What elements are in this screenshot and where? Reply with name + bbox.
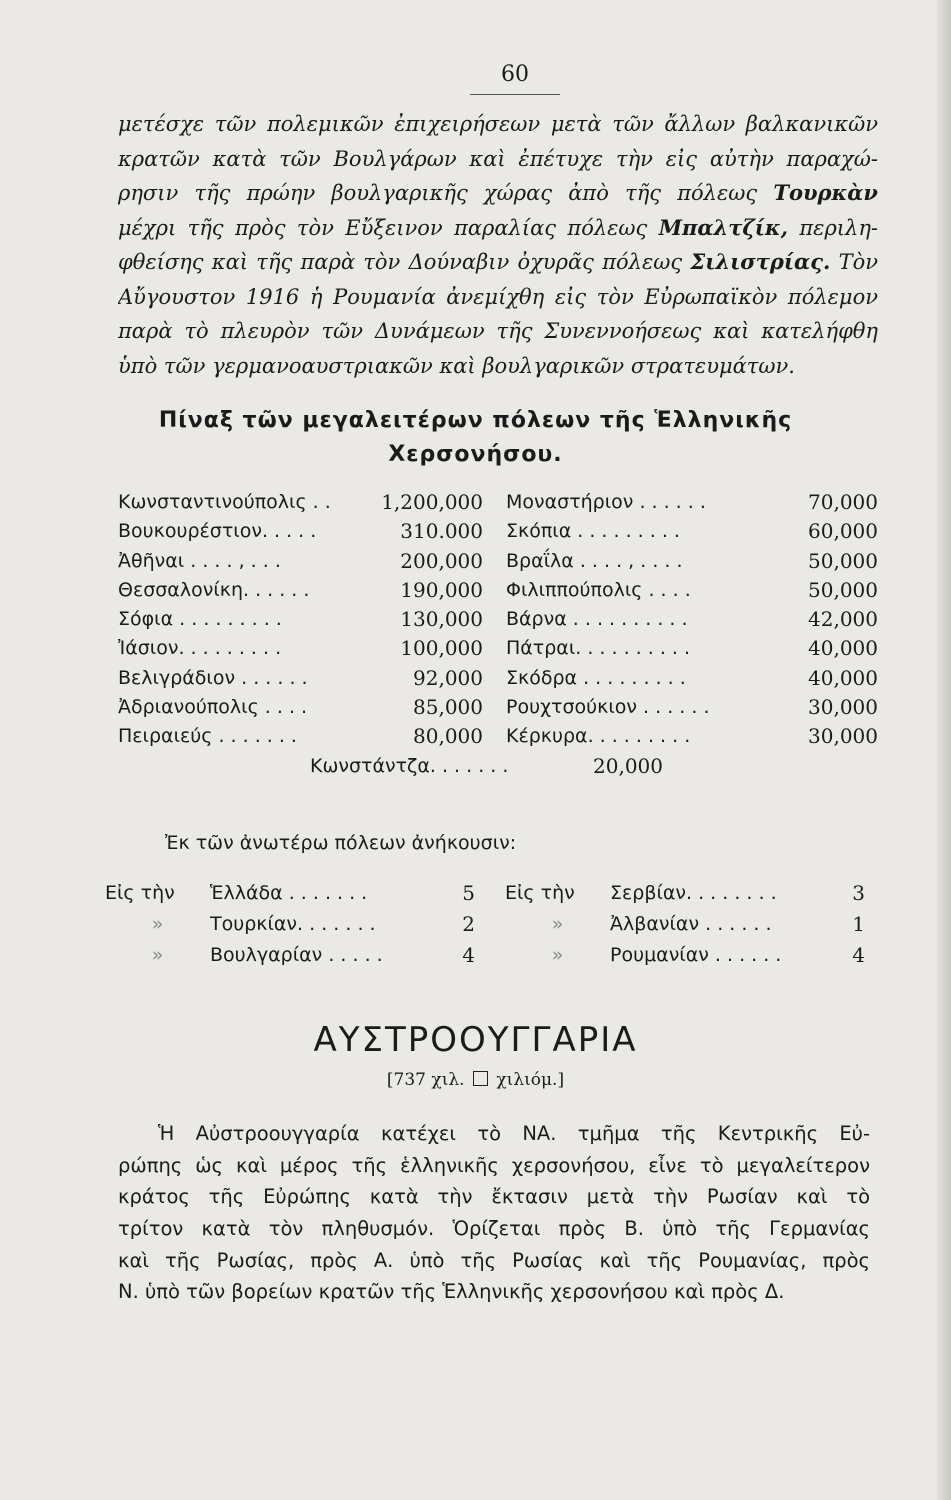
city-population: 80,000	[413, 724, 483, 749]
city-name-bold: Μπαλτζίκ,	[658, 214, 788, 240]
city-population: 50,000	[808, 548, 878, 573]
page-number: 60	[501, 62, 529, 87]
table-row	[118, 517, 878, 546]
city-name: Σκόδρα . . . . . . . . .	[506, 666, 686, 689]
page-edge-shadow	[937, 0, 951, 1500]
city-name: Φιλιππούπολις . . . .	[506, 578, 691, 601]
square-icon	[473, 1071, 488, 1086]
city-population: 30,000	[808, 724, 878, 749]
city-name: Βάρνα . . . . . . . . . .	[506, 608, 688, 631]
city-name: Σόφια . . . . . . . . .	[118, 608, 282, 631]
city-name-bold: Σιλιστρίας.	[690, 249, 831, 274]
city-name: Πειραιεύς . . . . . . .	[118, 725, 297, 748]
country-count-table	[105, 878, 865, 971]
prefix-label: Εἰς τὴν	[105, 882, 175, 904]
city-population: 1,200,000	[381, 490, 483, 514]
ditto-mark: »	[151, 944, 164, 966]
intro-line: Αὔγουστον 1916 ἡ Ρουμανία ἀνεμίχθη εἰς τὸν Εὐρωπαϊκὸν πόλεμον	[118, 284, 878, 309]
ditto-mark: »	[551, 944, 564, 966]
table-row	[118, 576, 878, 605]
body-line: τρίτον κατὰ τὸν πληθυσμόν. Ὁρίζεται πρὸς Β. ὑπὸ τῆς Γερμανίας	[118, 1217, 870, 1241]
city-name: Κέρκυρα. . . . . . . . .	[506, 725, 691, 748]
city-population: 50,000	[808, 577, 878, 602]
city-population: 30,000	[808, 695, 878, 720]
city-name: Ρουχτσούκιον . . . . . .	[506, 696, 710, 719]
city-population: 70,000	[808, 490, 878, 514]
city-name: Θεσσαλονίκη. . . . . .	[118, 578, 310, 601]
table-title-line-1: Πίναξ τῶν μεγαλειτέρων πόλεων τῆς Ἑλληνικῆς	[158, 408, 793, 433]
country-name: Σερβίαν. . . . . . . .	[610, 882, 777, 904]
table-row	[118, 605, 878, 634]
city-count: 4	[462, 943, 475, 967]
city-name: Βουκουρέστιον. . . . .	[118, 520, 317, 543]
intro-line: μέχρι τῆς πρὸς τὸν Εὔξεινον παραλίας πόλεως Μπαλτζίκ, περιλη-	[118, 214, 878, 240]
area-prefix: [737 χιλ.	[386, 1070, 465, 1090]
table-row	[118, 547, 878, 576]
city-name: Κωνστάντζα. . . . . . .	[310, 754, 509, 777]
table-row-last	[118, 752, 878, 781]
body-line: κράτος τῆς Εὐρώπης κατὰ τὴν ἔκτασιν μετὰ τὴν Ρωσίαν καὶ τὸ	[118, 1185, 870, 1209]
table-row	[118, 488, 878, 517]
table-row	[118, 634, 878, 663]
city-population: 85,000	[413, 695, 483, 720]
table-row	[105, 940, 865, 971]
intro-line: κρατῶν κατὰ τῶν Βουλγάρων καὶ ἐπέτυχε τὴν εἰς αὐτὴν παραχώ-	[118, 146, 878, 171]
belong-heading: Ἐκ τῶν ἀνωτέρω πόλεων ἀνήκουσιν:	[165, 832, 517, 854]
city-count: 4	[852, 943, 865, 967]
intro-line: ὑπὸ τῶν γερμανοαυστριακῶν καὶ βουλγαρικῶν στρατευμάτων.	[118, 353, 795, 378]
city-name: Κωνσταντινούπολις . .	[118, 491, 331, 513]
table-row	[118, 693, 878, 722]
city-population: 60,000	[808, 519, 878, 544]
city-population-table	[118, 488, 878, 781]
city-name-bold: Τουρκὰν	[773, 180, 878, 205]
city-count: 1	[852, 912, 865, 936]
country-name: Ἑλλάδα . . . . . . .	[210, 882, 368, 904]
intro-line: φθείσης καὶ τῆς παρὰ τὸν Δούναβιν ὀχυρᾶς πόλεως Σιλιστρίας. Τὸν	[118, 249, 878, 274]
country-name: Βουλγαρίαν . . . . .	[210, 944, 383, 966]
country-name: Ρουμανίαν . . . . . .	[610, 944, 782, 966]
city-count: 3	[852, 881, 865, 905]
ditto-mark: »	[151, 913, 164, 935]
area-note	[0, 1070, 951, 1090]
area-suffix: χιλιόμ.]	[496, 1070, 565, 1090]
intro-line: μετέσχε τῶν πολεμικῶν ἐπιχειρήσεων μετὰ τῶν ἄλλων βαλκανικῶν	[118, 112, 878, 136]
city-name: Σκόπια . . . . . . . . .	[506, 520, 680, 543]
body-line: Ν. ὑπὸ τῶν βορείων κρατῶν τῆς Ἑλληνικῆς χερσονήσου καὶ πρὸς Δ.	[118, 1280, 785, 1304]
country-name: Ἀλβανίαν . . . . . .	[610, 913, 772, 935]
section-title: ΑΥΣΤΡΟΟΥΓΓΑΡΙΑ	[313, 1020, 638, 1060]
city-population: 200,000	[400, 548, 483, 573]
city-population: 40,000	[808, 636, 878, 661]
body-line: ρώπης ὡς καὶ μέρος τῆς ἑλληνικῆς χερσονήσου, εἶνε τὸ μεγαλείτερον	[118, 1153, 870, 1177]
city-name: Βελιγράδιον . . . . . .	[118, 666, 308, 689]
city-name: Ἀθῆναι . . . . , . . .	[118, 549, 281, 572]
city-name: Βραΐλα . . . . , . . . .	[506, 549, 683, 572]
city-population: 20,000	[593, 753, 663, 778]
table-row	[105, 878, 865, 909]
city-count: 5	[462, 881, 475, 905]
city-name: Ἀδριανούπολις . . . .	[118, 696, 308, 719]
city-population: 190,000	[400, 577, 483, 602]
city-population: 130,000	[400, 607, 483, 632]
table-row	[105, 909, 865, 940]
country-name: Τουρκίαν. . . . . . .	[210, 913, 376, 935]
table-row	[118, 722, 878, 751]
city-population: 42,000	[808, 607, 878, 632]
body-line: καὶ τῆς Ρωσίας, πρὸς Α. ὑπὸ τῆς Ρωσίας καὶ τῆς Ρουμανίας, πρὸς	[118, 1248, 870, 1272]
table-title-line-2: Χερσονήσου.	[388, 442, 563, 467]
prefix-label: Εἰς τὴν	[505, 882, 575, 904]
city-name: Μοναστήριον . . . . . .	[506, 491, 706, 513]
city-name: Πάτραι. . . . . . . . . .	[506, 637, 691, 660]
city-name: Ἰάσιον. . . . . . . . .	[118, 637, 282, 660]
city-population: 40,000	[808, 665, 878, 690]
body-line: Ἡ Αὐστροουγγαρία κατέχει τὸ ΝΑ. τμῆμα τῆς Κεντρικῆς Εὐ-	[158, 1122, 870, 1145]
city-population: 92,000	[413, 665, 483, 690]
intro-line: ρησιν τῆς πρώην βουλγαρικῆς χώρας ἀπὸ τῆς πόλεως Τουρκὰν	[118, 180, 878, 205]
intro-paragraph	[118, 107, 878, 383]
intro-line: παρὰ τὸ πλευρὸν τῶν Δυνάμεων τῆς Συνεννοήσεως καὶ κατελήφθη	[118, 319, 878, 343]
ditto-mark: »	[551, 913, 564, 935]
city-population: 100,000	[400, 636, 483, 661]
page-number-rule	[470, 94, 560, 95]
city-count: 2	[462, 912, 475, 936]
table-row	[118, 664, 878, 693]
city-population: 310.000	[400, 519, 483, 544]
body-paragraph	[118, 1118, 870, 1308]
